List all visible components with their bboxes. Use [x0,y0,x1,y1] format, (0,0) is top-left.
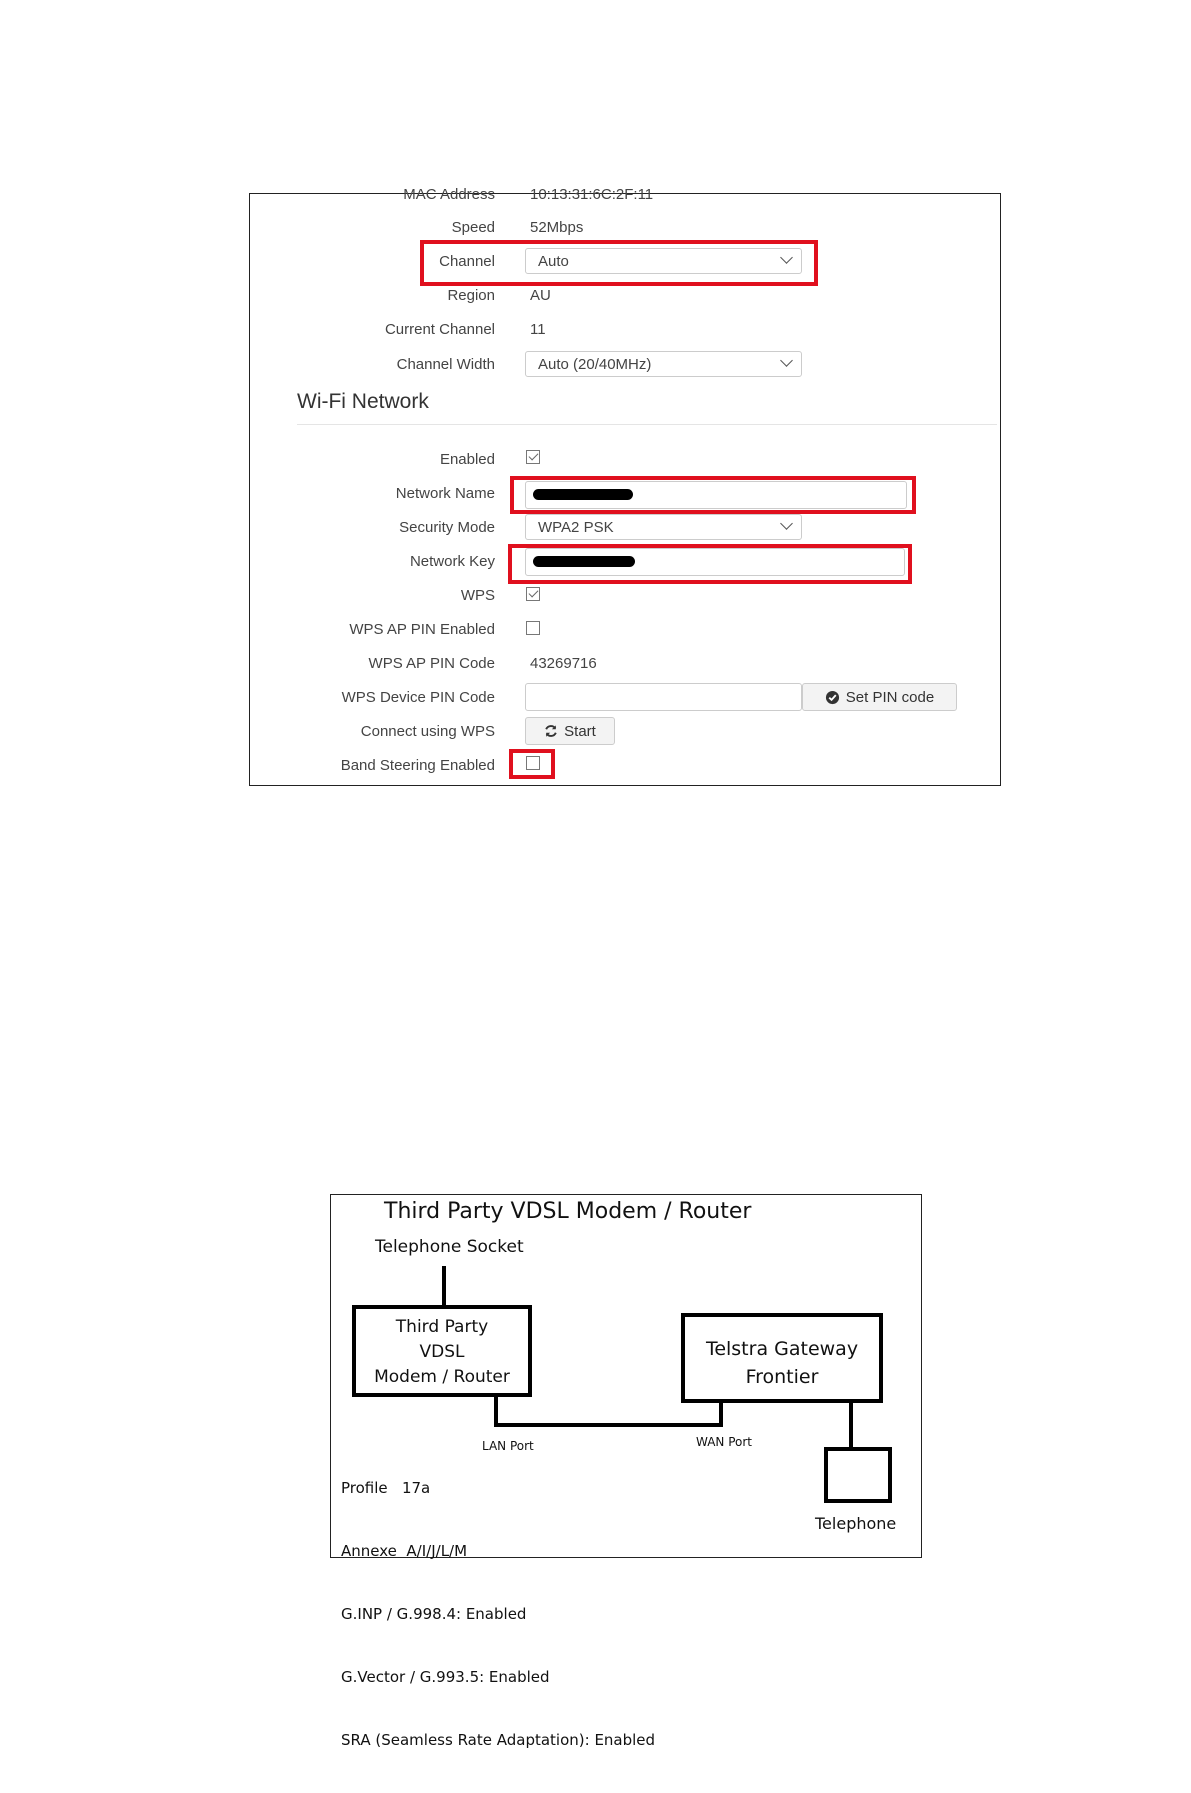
socket-line [442,1266,446,1306]
network-key-highlight [508,544,912,584]
current-channel-value: 11 [530,321,546,338]
enabled-checkbox[interactable] [526,450,540,464]
spec-ginp: G.INP / G.998.4: Enabled [341,1605,527,1623]
telephone-socket-label: Telephone Socket [375,1237,524,1257]
channel-select-value: Auto [538,253,569,270]
spec-gvector: G.Vector / G.993.5: Enabled [341,1668,550,1686]
wps-ap-pin-code-value: 43269716 [530,655,597,672]
band-steering-enabled-label: Band Steering Enabled [340,757,495,774]
security-mode-label: Security Mode [399,519,495,536]
enabled-label: Enabled [439,451,495,468]
start-label: Start [564,722,596,740]
network-name-highlight [510,476,916,514]
network-name-label: Network Name [395,485,495,502]
wps-ap-pin-enabled-checkbox[interactable] [526,621,540,635]
speed-value: 52Mbps [530,219,584,236]
channel-width-select[interactable] [525,351,802,377]
modem-line-2: VDSL [419,1342,465,1362]
lan-port-label: LAN Port [482,1439,534,1453]
region-value: AU [530,287,551,304]
channel-highlight [420,240,818,286]
mac-address-value: 10:13:31:6C:2F:11 [530,186,654,203]
set-pin-code-button[interactable] [802,683,957,711]
wps-device-pin-code-label: WPS Device PIN Code [341,689,495,706]
spec-sra: SRA (Seamless Rate Adaptation): Enabled [341,1731,656,1749]
current-channel-label: Current Channel [384,321,495,338]
security-mode-select-value: WPA2 PSK [538,519,614,536]
spec-annexe: Annexe A/I/J/L/M [341,1542,468,1560]
section-divider [297,424,997,425]
section-title: Wi-Fi Network [297,390,429,413]
phone-line [849,1401,853,1449]
start-button[interactable] [525,717,615,745]
wps-device-pin-code-input[interactable] [525,683,802,711]
band-steering-highlight [509,749,555,779]
network-key-label: Network Key [409,553,495,570]
modem-line-3: Modem / Router [374,1367,510,1387]
spec-list [341,1436,655,1793]
channel-width-label: Channel Width [396,356,495,373]
set-pin-code-label: Set PIN code [845,688,935,706]
channel-label: Channel [439,253,495,270]
check-circle-icon [825,690,840,705]
lan-wan-line [494,1423,723,1427]
chevron-down-icon [780,517,793,530]
wan-drop-line [719,1401,723,1427]
diagram-title: Third Party VDSL Modem / Router [384,1199,752,1224]
wps-ap-pin-enabled-label: WPS AP PIN Enabled [349,621,495,638]
security-mode-select[interactable] [525,514,802,540]
gateway-line-1: Telstra Gateway [705,1338,859,1360]
chevron-down-icon [780,354,793,367]
gateway-line-2: Frontier [745,1366,819,1388]
refresh-icon [544,724,558,738]
channel-width-select-value: Auto (20/40MHz) [538,356,652,373]
router-settings-screenshot [249,186,1001,786]
speed-label: Speed [451,219,495,236]
mac-address-label: MAC Address [403,186,495,203]
wps-label: WPS [460,587,495,604]
modem-line-1: Third Party [395,1317,489,1337]
region-label: Region [447,287,495,304]
telephone-label: Telephone [815,1514,897,1533]
wan-port-label: WAN Port [696,1435,752,1449]
wps-checkbox[interactable] [526,587,540,601]
connect-using-wps-label: Connect using WPS [360,723,495,740]
network-diagram [330,1194,922,1749]
third-party-modem-box [352,1305,532,1397]
telephone-box [824,1447,892,1503]
spec-profile: Profile 17a [341,1479,431,1497]
telstra-gateway-box [681,1313,883,1403]
wps-ap-pin-code-label: WPS AP PIN Code [368,655,495,672]
